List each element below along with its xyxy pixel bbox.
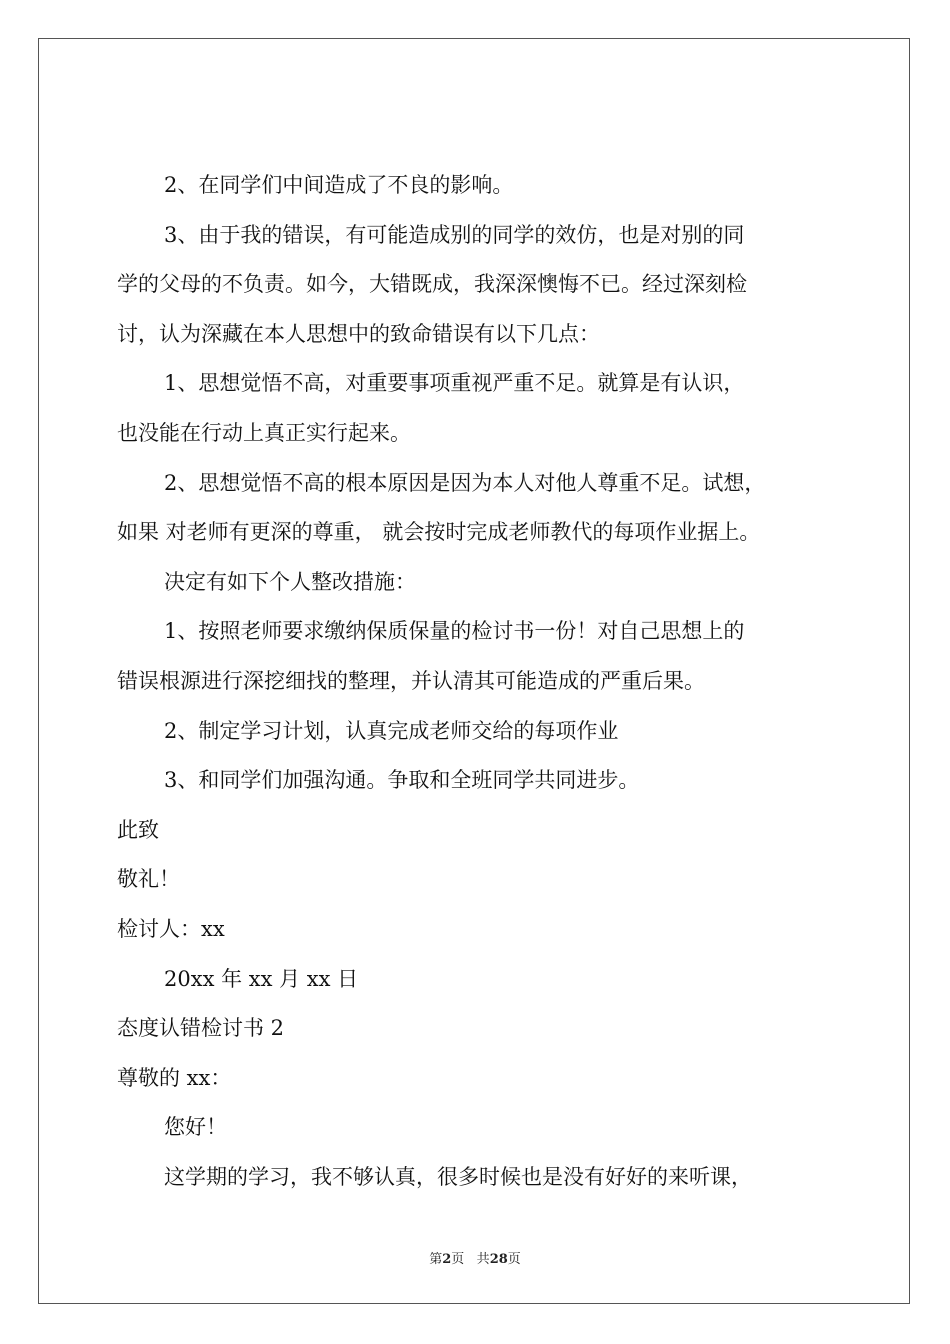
page-prefix: 第: [429, 1252, 443, 1267]
text-line: 学的父母的不负责。如今，大错既成，我深深懊悔不已。经过深刻检: [117, 272, 747, 297]
page-number: 2: [442, 1252, 452, 1267]
salutation-line: 敬礼！: [117, 867, 180, 892]
text-line: 1、按照老师要求缴纳保质保量的检讨书一份！对自己思想上的: [164, 619, 745, 644]
total-pages: 28: [489, 1252, 508, 1267]
page-suffix: 页: [451, 1252, 465, 1267]
text-line: 2、在同学们中间造成了不良的影响。: [164, 173, 514, 197]
date-line: 20xx 年 xx 月 xx 日: [164, 966, 359, 991]
signature-line: 检讨人：xx: [117, 916, 225, 941]
document-page: [38, 38, 910, 1304]
text-line: 3、和同学们加强沟通。争取和全班同学共同进步。: [164, 768, 640, 793]
page-footer: [0, 1248, 950, 1267]
text-line: 2、思想觉悟不高的根本原因是因为本人对他人尊重不足。试想，: [164, 470, 766, 495]
document-body: [117, 161, 897, 1202]
greeting-line: 尊敬的 xx：: [117, 1065, 232, 1090]
closing-line: 此致: [117, 817, 159, 842]
text-line: 2、制定学习计划，认真完成老师交给的每项作业: [164, 718, 619, 743]
text-line: 您好！: [164, 1115, 227, 1140]
total-suffix: 页: [507, 1252, 521, 1267]
text-line: 如果 对老师有更深的尊重， 就会按时完成老师教代的每项作业据上。: [117, 520, 761, 545]
text-line: 决定有如下个人整改措施：: [164, 569, 416, 594]
text-line: 3、由于我的错误，有可能造成别的同学的效仿，也是对别的同: [164, 222, 745, 247]
section-title: 态度认错检讨书 2: [117, 1016, 285, 1041]
text-line: 也没能在行动上真正实行起来。: [117, 420, 411, 445]
text-line: 1、思想觉悟不高，对重要事项重视严重不足。就算是有认识，: [164, 371, 745, 396]
text-line: 讨，认为深藏在本人思想中的致命错误有以下几点：: [117, 321, 600, 346]
text-line: 这学期的学习，我不够认真，很多时候也是没有好好的来听课，: [164, 1164, 752, 1189]
text-line: 错误根源进行深挖细找的整理，并认清其可能造成的严重后果。: [117, 668, 705, 693]
total-prefix: 共: [476, 1252, 490, 1267]
